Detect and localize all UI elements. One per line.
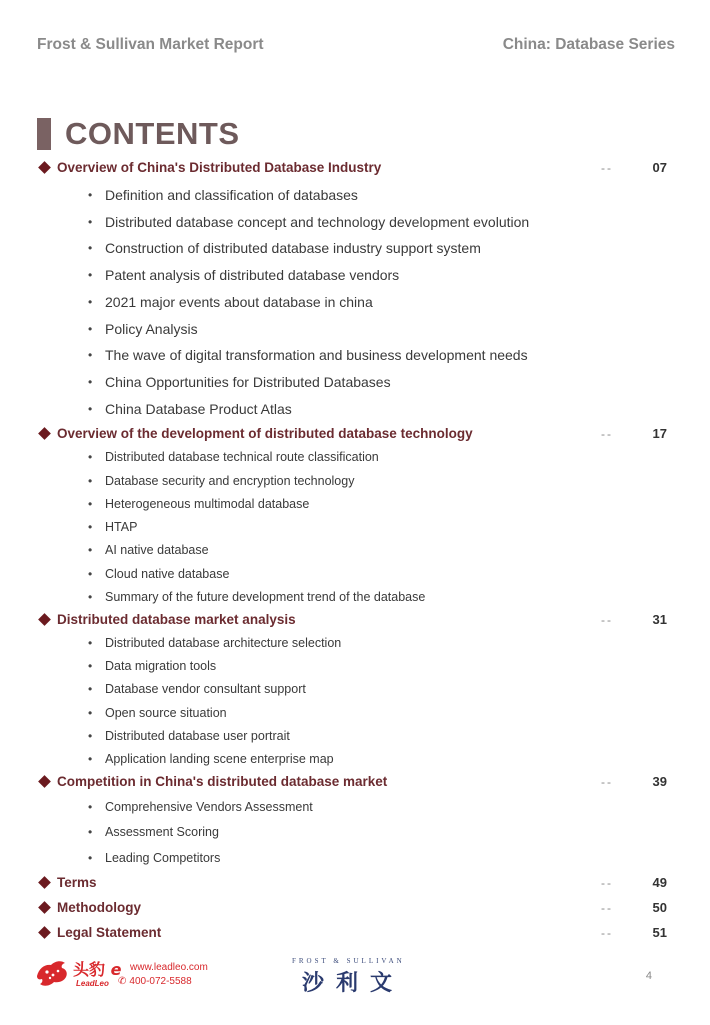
toc-item-label: China Opportunities for Distributed Databases (105, 374, 391, 390)
toc-item-label: AI native database (105, 543, 209, 557)
toc-item-label: Definition and classification of databases (105, 187, 358, 203)
toc-item-label: Leading Competitors (105, 851, 221, 865)
toc-item[interactable] (0, 849, 710, 871)
section-title: Legal Statement (57, 925, 162, 940)
bullet-dot-icon: • (88, 729, 93, 743)
leopard-logo-icon (35, 958, 69, 988)
toc-item[interactable] (0, 448, 710, 470)
toc-item[interactable] (0, 750, 710, 772)
section-page-number: 49 (652, 875, 667, 890)
bullet-dot-icon: • (88, 636, 93, 650)
toc-item-label: Summary of the future development trend of the database (105, 590, 426, 604)
leader-dashes: -- (601, 775, 613, 789)
toc-item[interactable] (0, 213, 710, 235)
toc-section[interactable] (0, 924, 710, 946)
toc-item[interactable] (0, 400, 710, 422)
toc-item[interactable] (0, 680, 710, 702)
toc-item[interactable] (0, 373, 710, 395)
toc-item-label: Distributed database architecture selection (105, 636, 342, 650)
leader-dashes: -- (601, 427, 613, 441)
bullet-dot-icon: • (88, 543, 93, 557)
section-title: Terms (57, 875, 97, 890)
toc-item-label: Cloud native database (105, 567, 230, 581)
bullet-dot-icon: • (88, 215, 93, 229)
bullet-dot-icon: • (88, 348, 93, 362)
frost-sullivan-logo-text: FROST & SULLIVAN (292, 957, 405, 965)
contents-title: CONTENTS (65, 116, 240, 151)
bullet-dot-icon: • (88, 375, 93, 389)
bullet-dot-icon: • (88, 825, 93, 839)
toc-item[interactable] (0, 704, 710, 726)
frost-sullivan-logo-cn: 沙利文 (302, 971, 405, 996)
diamond-icon (38, 427, 51, 440)
bullet-dot-icon: • (88, 241, 93, 255)
section-title: Overview of the development of distributed database technology (57, 426, 473, 441)
toc-section[interactable] (0, 773, 710, 795)
toc-item-label: Policy Analysis (105, 321, 198, 337)
leader-dashes: -- (601, 876, 613, 890)
toc-item[interactable] (0, 727, 710, 749)
diamond-icon (38, 613, 51, 626)
phone-icon: ✆ (118, 976, 127, 987)
contents-heading (37, 114, 240, 154)
leader-dashes: -- (601, 613, 613, 627)
bullet-dot-icon: • (88, 706, 93, 720)
toc-item[interactable] (0, 798, 710, 820)
diamond-icon (38, 901, 51, 914)
toc-item-label: China Database Product Atlas (105, 401, 292, 417)
diamond-icon (38, 926, 51, 939)
toc-item[interactable] (0, 657, 710, 679)
toc-item-label: Distributed database technical route classification (105, 450, 379, 464)
toc-item-label: HTAP (105, 520, 138, 534)
website-link[interactable]: www.leadleo.com (130, 962, 208, 973)
toc-item-label: 2021 major events about database in china (105, 294, 373, 310)
phone-contact (118, 976, 192, 987)
toc-item-label: Distributed database concept and technology development evolution (105, 214, 530, 230)
bullet-dot-icon: • (88, 450, 93, 464)
contents-accent-bar (37, 118, 51, 150)
toc-item[interactable] (0, 320, 710, 342)
toc-item-label: Comprehensive Vendors Assessment (105, 800, 313, 814)
toc-item[interactable] (0, 293, 710, 315)
page-number: 4 (645, 970, 652, 982)
diamond-icon (38, 775, 51, 788)
toc-item[interactable] (0, 588, 710, 610)
section-page-number: 50 (652, 900, 667, 915)
toc-item-label: The wave of digital transformation and business development needs (105, 347, 528, 363)
toc-item[interactable] (0, 634, 710, 656)
toc-section[interactable] (0, 611, 710, 633)
bullet-dot-icon: • (88, 752, 93, 766)
section-page-number: 17 (652, 426, 667, 441)
toc-item-label: Database vendor consultant support (105, 682, 306, 696)
bullet-dot-icon: • (88, 402, 93, 416)
report-header-title: Frost & Sullivan Market Report (37, 36, 264, 53)
toc-item[interactable] (0, 518, 710, 540)
series-header-title: China: Database Series (502, 36, 675, 53)
toc-item[interactable] (0, 266, 710, 288)
toc-section[interactable] (0, 425, 710, 447)
leadleo-logo-subtext: LeadLeo (76, 979, 109, 988)
bullet-dot-icon: • (88, 474, 93, 488)
toc-item-label: Data migration tools (105, 659, 217, 673)
toc-section[interactable] (0, 874, 710, 896)
toc-item-label: Patent analysis of distributed database vendors (105, 267, 400, 283)
bullet-dot-icon: • (88, 188, 93, 202)
toc-section[interactable] (0, 159, 710, 181)
toc-item-label: Construction of distributed database industry support system (105, 240, 481, 256)
bullet-dot-icon: • (88, 659, 93, 673)
bullet-dot-icon: • (88, 682, 93, 696)
bullet-dot-icon: • (88, 851, 93, 865)
phone-number: 400-072-5588 (129, 976, 192, 987)
bullet-dot-icon: • (88, 520, 93, 534)
diamond-icon (38, 161, 51, 174)
bullet-dot-icon: • (88, 590, 93, 604)
leader-dashes: -- (601, 901, 613, 915)
toc-item[interactable] (0, 495, 710, 517)
section-page-number: 31 (652, 612, 667, 627)
toc-item[interactable] (0, 472, 710, 494)
section-page-number: 51 (652, 925, 667, 940)
bullet-dot-icon: • (88, 800, 93, 814)
section-title: Methodology (57, 900, 141, 915)
toc-item-label: Application landing scene enterprise map (105, 752, 334, 766)
section-title: Competition in China's distributed database market (57, 774, 388, 789)
bullet-dot-icon: • (88, 567, 93, 581)
diamond-icon (38, 876, 51, 889)
toc-section[interactable] (0, 899, 710, 921)
toc-item[interactable] (0, 346, 710, 368)
toc-item[interactable] (0, 239, 710, 261)
section-page-number: 39 (652, 774, 667, 789)
leader-dashes: -- (601, 926, 613, 940)
leadleo-logo-text: 头豹 e (73, 960, 122, 979)
bullet-dot-icon: • (88, 295, 93, 309)
toc-item[interactable] (0, 541, 710, 563)
leader-dashes: -- (601, 161, 613, 175)
section-title: Distributed database market analysis (57, 612, 296, 627)
toc-item-label: Assessment Scoring (105, 825, 219, 839)
toc-item-label: Database security and encryption technology (105, 474, 355, 488)
section-title: Overview of China's Distributed Database Industry (57, 160, 382, 175)
bullet-dot-icon: • (88, 497, 93, 511)
toc-item[interactable] (0, 565, 710, 587)
section-page-number: 07 (652, 160, 667, 175)
toc-item-label: Heterogeneous multimodal database (105, 497, 310, 511)
toc-item-label: Distributed database user portrait (105, 729, 290, 743)
toc-item[interactable] (0, 186, 710, 208)
toc-item-label: Open source situation (105, 706, 227, 720)
bullet-dot-icon: • (88, 322, 93, 336)
toc-item[interactable] (0, 823, 710, 845)
page-footer (0, 955, 710, 995)
bullet-dot-icon: • (88, 268, 93, 282)
